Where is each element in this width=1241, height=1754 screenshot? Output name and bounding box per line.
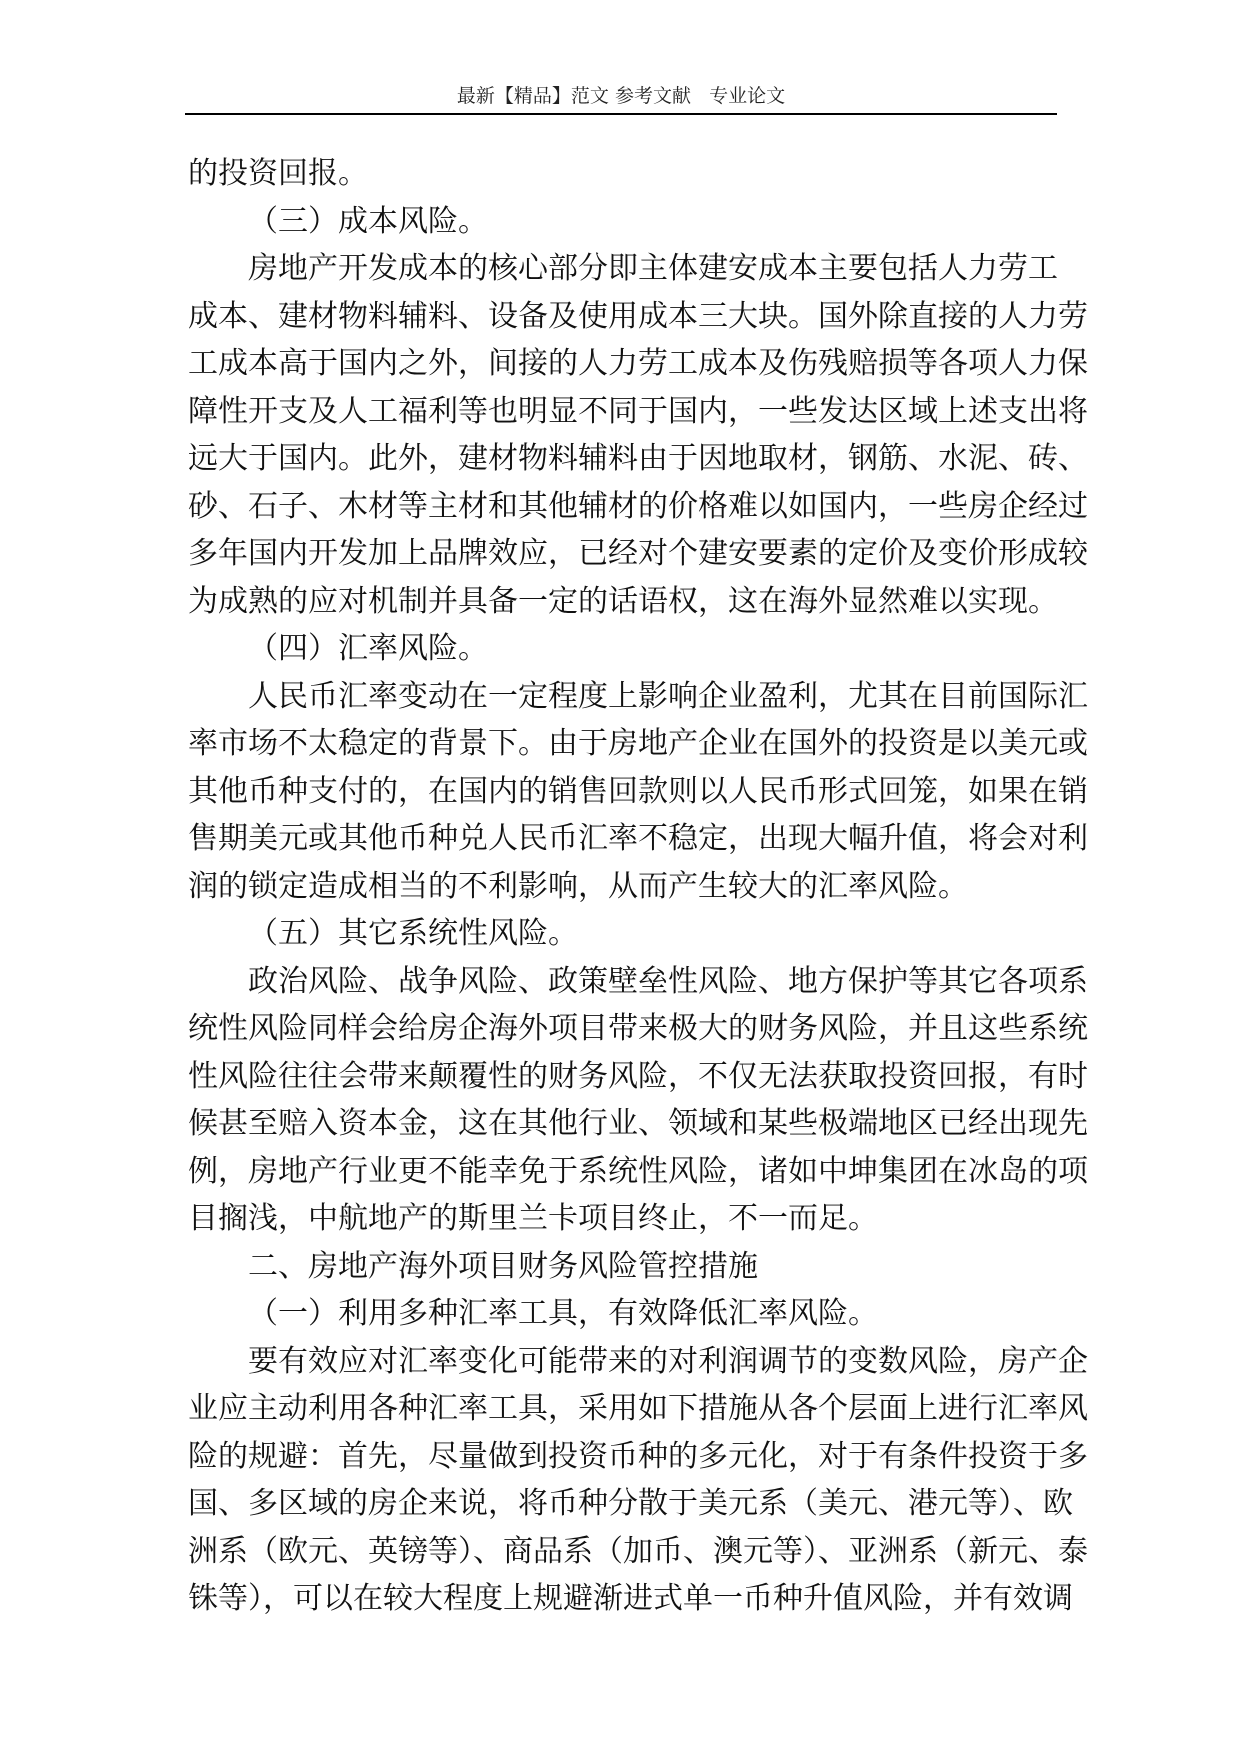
paragraph-line: 的投资回报。: [188, 156, 368, 191]
paragraph-line: 工成本高于国内之外，间接的人力劳工成本及伤残赔损等各项人力保: [188, 346, 1088, 381]
paragraph-line: 房地产开发成本的核心部分即主体建安成本主要包括人力劳工: [248, 251, 1058, 286]
paragraph-line: 要有效应对汇率变化可能带来的对利润调节的变数风险，房产企: [248, 1343, 1088, 1379]
paragraph-line: 政治风险、战争风险、政策壁垒性风险、地方保护等其它各项系: [248, 963, 1088, 999]
paragraph-line: 障性开支及人工福利等也明显不同于国内，一些发达区域上述支出将: [188, 393, 1088, 429]
paragraph-line: 例，房地产行业更不能幸免于系统性风险，诸如中坤集团在冰岛的项: [188, 1153, 1088, 1189]
paragraph-line: 成本、建材物料辅料、设备及使用成本三大块。国外除直接的人力劳: [188, 298, 1088, 334]
paragraph-line: 统性风险同样会给房企海外项目带来极大的财务风险，并且这些系统: [188, 1011, 1088, 1046]
paragraph-line: 国、多区域的房企来说，将币种分散于美元系（美元、港元等）、欧: [188, 1486, 1073, 1521]
page-header: 最新【精品】范文 参考文献 专业论文: [456, 85, 786, 107]
paragraph-line: 候甚至赔入资本金，这在其他行业、领域和某些极端地区已经出现先: [188, 1106, 1088, 1141]
document-body: [188, 150, 1088, 1623]
paragraph-line: 多年国内开发加上品牌效应，已经对个建安要素的定价及变价形成较: [188, 536, 1088, 571]
paragraph-line: 铢等），可以在较大程度上规避渐进式单一币种升值风险，并有效调: [188, 1581, 1073, 1616]
paragraph-line: 性风险往往会带来颠覆性的财务风险，不仅无法获取投资回报，有时: [188, 1058, 1088, 1094]
paragraph-line: 润的锁定造成相当的不利影响，从而产生较大的汇率风险。: [188, 868, 968, 904]
paragraph-line: 人民币汇率变动在一定程度上影响企业盈利，尤其在目前国际汇: [248, 678, 1088, 714]
paragraph-line: 远大于国内。此外，建材物料辅料由于因地取材，钢筋、水泥、砖、: [188, 441, 1088, 476]
header-divider: [185, 113, 1057, 115]
paragraph-line: 率市场不太稳定的背景下。由于房地产企业在国外的投资是以美元或: [188, 726, 1088, 761]
paragraph-line: 洲系（欧元、英镑等）、商品系（加币、澳元等）、亚洲系（新元、泰: [188, 1533, 1088, 1569]
paragraph-line: 业应主动利用各种汇率工具，采用如下措施从各个层面上进行汇率风: [188, 1391, 1088, 1426]
paragraph-line: 目搁浅，中航地产的斯里兰卡项目终止，不一而足。: [188, 1201, 878, 1236]
paragraph-line: 二、房地产海外项目财务风险管控措施: [248, 1248, 758, 1284]
paragraph-line: 砂、石子、木材等主材和其他辅材的价格难以如国内，一些房企经过: [188, 488, 1088, 524]
paragraph-line: 险的规避：首先，尽量做到投资币种的多元化，对于有条件投资于多: [188, 1438, 1088, 1474]
paragraph-line: 为成熟的应对机制并具备一定的话语权，这在海外显然难以实现。: [188, 583, 1058, 619]
paragraph-line: 售期美元或其他币种兑人民币汇率不稳定，出现大幅升值，将会对利: [188, 821, 1088, 856]
paragraph-line: 其他币种支付的，在国内的销售回款则以人民币形式回笼，如果在销: [188, 773, 1088, 809]
paragraph-line: （三）成本风险。: [248, 203, 488, 239]
paragraph-line: （一）利用多种汇率工具，有效降低汇率风险。: [248, 1296, 878, 1331]
paragraph-line: （四）汇率风险。: [248, 631, 488, 666]
paragraph-line: （五）其它系统性风险。: [248, 916, 578, 951]
